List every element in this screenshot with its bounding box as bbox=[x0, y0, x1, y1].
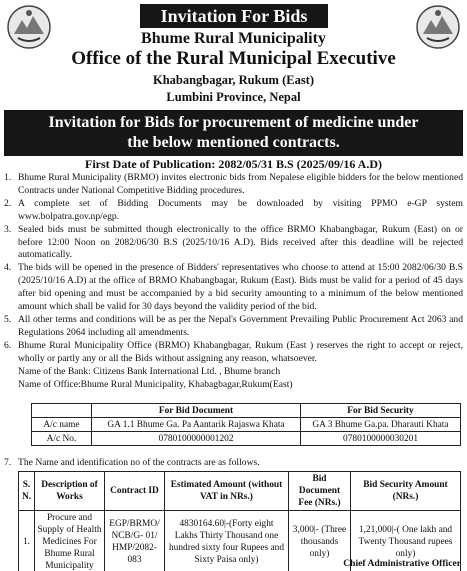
table-row bbox=[32, 404, 461, 418]
list-item: 1. Bhume Rural Municipality (BRMO) invites electronic bids from Nepalese eligible bidders for the below mentioned Contracts under National Competitive Bidding procedures. bbox=[4, 172, 463, 196]
office-name-line: Name of Office:Bhume Rural Municipality, Khabagbagar,Rukum(East) bbox=[18, 378, 293, 390]
notice-items bbox=[4, 172, 463, 391]
banner-line-2: the below mentioned contracts. bbox=[127, 134, 340, 151]
amount-header: Estimated Amount (without VAT in NRs.) bbox=[165, 472, 289, 511]
bank-account-table bbox=[31, 403, 461, 446]
address-line-2: Lumbini Province, Nepal bbox=[166, 90, 301, 104]
bid-security-header: For Bid Security bbox=[301, 404, 461, 418]
office-name: Office of the Rural Municipal Executive bbox=[71, 48, 396, 69]
municipality-name: Bhume Rural Municipality bbox=[141, 30, 326, 47]
table-row: 1. Procure and Supply of Health Medicines For Bhume Rural Municipality EGP/BRMO/ NCB/G- 01/ HMP/2082-083 4830164.60|-(Forty eight Lakhs Thirty Thousand one hundred sixty four Rupees and Sixty Paisa only) 3,000|- (Three thousands only) 1,21,000|-( One lakh and Twenty Thousand rupees only) bbox=[19, 511, 461, 571]
notice-banner bbox=[4, 110, 463, 156]
table-row bbox=[19, 472, 461, 511]
list-item: 2. A complete set of Bidding Documents may be downloaded by visiting PPMO e-GP system www.bolpatra.gov.np/egp. bbox=[4, 197, 463, 222]
signature-title: Chief Administrative Officer bbox=[343, 558, 461, 569]
list-item: 7. The Name and identification no of the contracts are as follows. bbox=[4, 457, 260, 468]
contract-id-header: Contract ID bbox=[105, 472, 165, 511]
doc-fee-header: Bid Document Fee (NRs.) bbox=[289, 472, 351, 511]
table-row: A/c name GA 1.1 Bhume Ga. Pa Aantarik Rajaswa Khata GA 3 Bhume Ga.pa. Dharauti Khata bbox=[32, 418, 461, 432]
publication-date: First Date of Publication: 2082/05/31 B.S (2025/09/16 A.D) bbox=[85, 157, 382, 171]
table-row: A/c No. 0780100000001202 0780100000030201 bbox=[32, 432, 461, 446]
list-item: 6. Bhume Rural Municipality Office (BRMO) Khabangbagar, Rukum (East ) reserves the right to accept or reject, wholly or partly any or all the Bids without assigning any reason, whatsoever. bbox=[4, 339, 463, 364]
notice-title: Invitation For Bids bbox=[140, 4, 328, 28]
bid-document-header: For Bid Document bbox=[92, 404, 301, 418]
contracts-table bbox=[18, 471, 461, 571]
bank-name-line: Name of the Bank: Citizens Bank International Ltd. , Bhume branch bbox=[18, 365, 281, 377]
address-line-1: Khabangbagar, Rukum (East) bbox=[152, 73, 315, 87]
list-item: 4. The bids will be opened in the presence of Bidders' representatives who choose to attend at 15:00 2082/06/30 B.S (2025/10/16 A.D) at the office of BRMO Khabangbagar, Rukum (East). Bids must be valid for a period of 45 days after bid opening and must be accompanied by a bid security amounting to a minimum of the below mentioned amount which shall be valid for 30 days beyond the validity period of the bid. bbox=[4, 262, 463, 313]
security-header: Bid Security Amount (NRs.) bbox=[351, 472, 461, 511]
list-item: 3. Sealed bids must be submitted though electronically to the office BRMO Khabangbagar, Rukum (East) on or before 12:00 Noon on 2082/06/30 B.S (2025/10/16 A.D). Bids received after this deadline will be rejected automatically. bbox=[4, 223, 463, 261]
sn-header: S. N. bbox=[19, 472, 35, 511]
banner-line-1: Invitation for Bids for procurement of medicine under bbox=[48, 114, 419, 131]
list-item: 5. All other terms and conditions will be as per the Nepal's Government Prevailing Public Procurement Act 2063 and Regulations 2064 including all amendments. bbox=[4, 313, 463, 338]
description-header: Description of Works bbox=[35, 472, 105, 511]
